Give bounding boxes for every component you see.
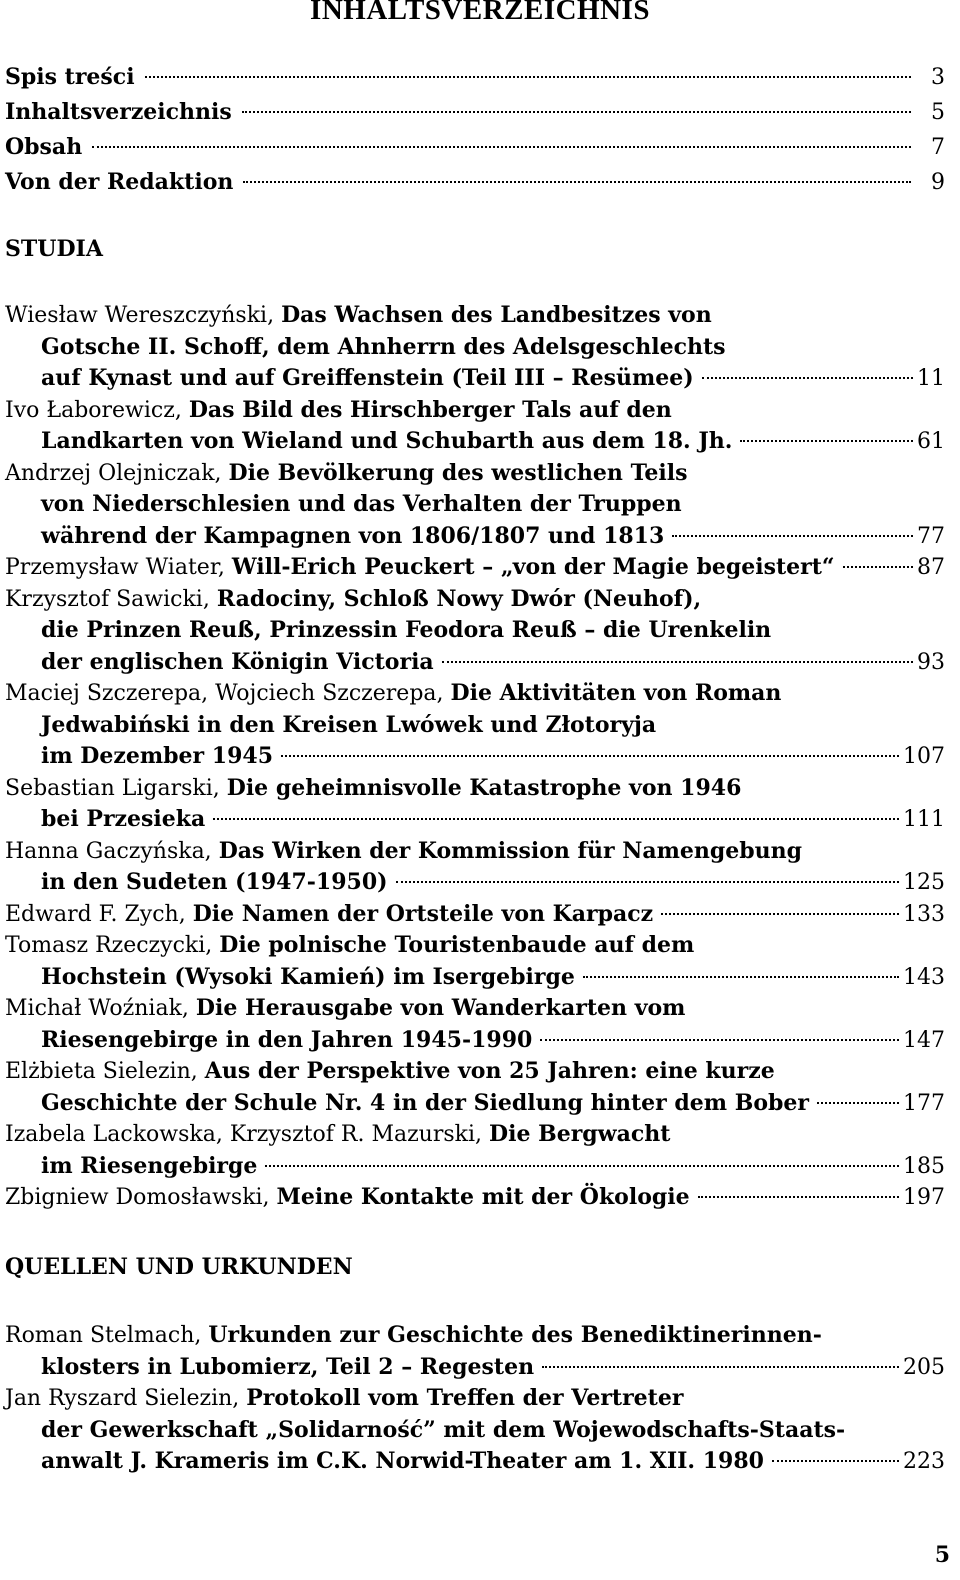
entry-line <box>5 584 945 616</box>
entry-title: bei Przesieka <box>41 806 206 832</box>
entry-line-text <box>5 899 653 931</box>
toc-entry[interactable] <box>5 584 945 679</box>
entry-line-text <box>5 1182 690 1214</box>
entry-line-text <box>5 461 688 486</box>
entry-line <box>5 804 945 836</box>
entry-line-text <box>5 587 701 612</box>
entry-author: Ivo Łaborewicz, <box>5 397 189 423</box>
leader-dots <box>672 535 913 537</box>
entry-title: Das Wachsen des Landbesitzes von <box>281 302 712 328</box>
entry-line <box>5 552 945 584</box>
entry-line-text <box>5 1122 670 1147</box>
leader-dots <box>698 1196 899 1198</box>
leader-dots <box>817 1102 899 1104</box>
entry-page: 185 <box>903 1153 945 1179</box>
page-number: 5 <box>934 1542 950 1568</box>
toc-entry[interactable] <box>5 1383 945 1478</box>
entry-line <box>5 836 945 868</box>
entry-author: Roman Stelmach, <box>5 1323 209 1348</box>
leader-dots <box>213 818 899 820</box>
entry-title: Aus der Perspektive von 25 Jahren: eine kurze <box>204 1058 775 1084</box>
entry-line-text <box>5 552 835 584</box>
entry-title: Radociny, Schloß Nowy Dwór (Neuhof), <box>216 585 702 612</box>
entry-line-text <box>41 335 726 360</box>
toc-row[interactable] <box>5 169 945 204</box>
entry-page: 111 <box>903 807 945 832</box>
entry-line-text <box>41 647 434 679</box>
toc-entry[interactable] <box>5 993 945 1056</box>
entry-page: 61 <box>917 429 945 454</box>
toc-entry[interactable] <box>5 458 945 553</box>
entry-line <box>5 1151 945 1183</box>
leader-dots <box>265 1165 899 1167</box>
entry-line <box>5 899 945 931</box>
entry-author: Tomasz Rzeczycki, <box>5 933 220 958</box>
entry-title: die Prinzen Reuß, Prinzessin Feodora Reuß – die Urenkelin <box>41 617 772 643</box>
entry-page: 133 <box>903 901 945 927</box>
leader-dots <box>740 440 913 442</box>
leader-dots <box>242 111 911 113</box>
leader-dots <box>583 976 899 978</box>
entry-author: Wiesław Wereszczyński, <box>5 303 282 328</box>
entry-line <box>5 741 945 773</box>
entry-line <box>5 300 945 332</box>
entry-line-text <box>41 1088 809 1120</box>
section-heading-quellen: QUELLEN UND URKUNDEN <box>5 1254 353 1280</box>
entry-line-text <box>41 713 656 738</box>
leader-dots <box>442 661 913 663</box>
entry-title: Die Namen der Ortsteile von Karpacz <box>192 900 654 927</box>
entry-line-text <box>41 867 388 899</box>
entry-line <box>5 1383 945 1415</box>
entry-line <box>5 962 945 994</box>
entry-author: Krzysztof Sawicki, <box>5 586 217 612</box>
entry-title: der englischen Königin Victoria <box>41 648 434 675</box>
toc-row[interactable] <box>5 99 945 134</box>
entry-title: Landkarten von Wieland und Schubarth aus dem 18. Jh. <box>41 428 733 454</box>
toc-label: Spis treści <box>5 64 135 90</box>
entry-author: Izabela Lackowska, Krzysztof R. Mazurski, <box>5 1122 490 1147</box>
entry-title: Jedwabiński in den Kreisen Lwówek und Złotoryja <box>41 711 657 738</box>
entry-line <box>5 993 945 1025</box>
entry-page: 11 <box>917 366 945 391</box>
entry-line-text <box>41 1151 257 1183</box>
toc-row[interactable] <box>5 134 945 169</box>
entry-author: Sebastian Ligarski, <box>5 775 227 801</box>
entry-page: 93 <box>917 649 945 675</box>
entry-line <box>5 395 945 427</box>
section-heading-studia: STUDIA <box>5 236 103 262</box>
entry-line-text <box>5 1059 775 1084</box>
entry-page: 197 <box>903 1185 945 1210</box>
front-matter-list <box>5 64 945 204</box>
toc-entry[interactable] <box>5 773 945 836</box>
entry-line-text <box>5 1323 822 1348</box>
entry-title: in den Sudeten (1947-1950) <box>41 869 388 895</box>
entry-line <box>5 1320 945 1352</box>
entry-line <box>5 363 945 395</box>
entry-author: Jan Ryszard Sielezin, <box>5 1386 247 1411</box>
entry-title: Urkunden zur Geschichte des Benediktinerinnen- <box>208 1322 822 1348</box>
leader-dots <box>92 146 911 148</box>
entry-line-text <box>41 1352 534 1384</box>
studia-entry-list <box>5 300 945 1214</box>
entry-line-text <box>5 996 685 1021</box>
toc-entry[interactable] <box>5 300 945 395</box>
toc-row[interactable] <box>5 64 945 99</box>
entry-page: 107 <box>903 744 945 769</box>
entry-author: Maciej Szczerepa, Wojciech Szczerepa, <box>5 681 451 706</box>
toc-entry[interactable] <box>5 899 945 931</box>
entry-line <box>5 1056 945 1088</box>
leader-dots <box>542 1366 899 1368</box>
entry-line-text <box>5 933 694 958</box>
toc-label: Obsah <box>5 134 83 160</box>
entry-line <box>5 1119 945 1151</box>
toc-entry[interactable] <box>5 1119 945 1182</box>
entry-page: 77 <box>917 523 945 549</box>
entry-line-text <box>5 303 712 328</box>
entry-line-text <box>41 426 732 458</box>
entry-title: Die Bergwacht <box>489 1121 671 1147</box>
entry-author: Michał Woźniak, <box>5 996 196 1021</box>
page-title: INHALTSVERZEICHNIS <box>310 0 650 26</box>
toc-page: 5 <box>931 100 945 125</box>
entry-title: Das Bild des Hirschberger Tals auf den <box>188 396 672 423</box>
toc-page: 9 <box>931 170 945 195</box>
toc-entry[interactable] <box>5 836 945 899</box>
entry-title: Will-Erich Peuckert – „von der Magie begeistert“ <box>231 554 835 580</box>
entry-title: im Dezember 1945 <box>41 743 273 769</box>
entry-line-text <box>41 363 694 395</box>
toc-page: 7 <box>931 135 945 160</box>
leader-dots <box>243 181 911 183</box>
toc-entry[interactable] <box>5 1056 945 1119</box>
entry-title: auf Kynast und auf Greiffenstein (Teil III – Resümee) <box>41 365 694 391</box>
entry-line-text <box>5 398 672 423</box>
quellen-entry-list <box>5 1320 945 1478</box>
leader-dots <box>281 755 899 757</box>
entry-title: Meine Kontakte mit der Ökologie <box>276 1184 690 1210</box>
entry-line-text <box>41 1418 845 1443</box>
entry-line-text <box>5 681 781 706</box>
entry-line <box>5 458 945 490</box>
entry-line <box>5 867 945 899</box>
leader-dots <box>145 76 911 78</box>
entry-title: klosters in Lubomierz, Teil 2 – Regesten <box>41 1353 535 1380</box>
entry-page: 125 <box>903 870 945 895</box>
entry-title: Das Wirken der Kommission für Namengebung <box>218 837 803 864</box>
entry-line-text <box>41 1025 532 1057</box>
entry-line <box>5 426 945 458</box>
entry-line <box>5 678 945 710</box>
entry-line-text <box>5 839 802 864</box>
leader-dots <box>772 1460 899 1462</box>
entry-line-text <box>41 962 575 994</box>
entry-title: Die Bevölkerung des westlichen Teils <box>228 459 688 486</box>
entry-title: Hochstein (Wysoki Kamień) im Isergebirge <box>41 963 575 990</box>
entry-author: Andrzej Olejniczak, <box>5 460 229 486</box>
entry-line <box>5 332 945 364</box>
entry-title: Die Herausgabe von Wanderkarten vom <box>195 995 686 1021</box>
entry-line <box>5 1088 945 1120</box>
entry-line <box>5 1352 945 1384</box>
leader-dots <box>540 1039 899 1041</box>
entry-title: der Gewerkschaft „Solidarność” mit dem Wojewodschafts-Staats- <box>41 1416 846 1443</box>
toc-entry[interactable] <box>5 930 945 993</box>
entry-line <box>5 930 945 962</box>
toc-entry[interactable] <box>5 1320 945 1383</box>
entry-page: 87 <box>917 555 945 580</box>
entry-author: Hanna Gaczyńska, <box>5 838 219 864</box>
entry-author: Zbigniew Domosławski, <box>5 1185 277 1210</box>
entry-line <box>5 773 945 805</box>
toc-entry[interactable] <box>5 678 945 773</box>
entry-line <box>5 1025 945 1057</box>
leader-dots <box>396 881 899 883</box>
entry-line <box>5 521 945 553</box>
entry-title: Die polnische Touristenbaude auf dem <box>219 932 695 958</box>
entry-line <box>5 1446 945 1478</box>
entry-line-text <box>41 618 771 643</box>
entry-title: Riesengebirge in den Jahren 1945-1990 <box>41 1026 533 1053</box>
entry-line <box>5 710 945 742</box>
entry-line <box>5 1415 945 1447</box>
toc-label: Von der Redaktion <box>5 169 234 195</box>
entry-line-text <box>41 521 664 553</box>
entry-line-text <box>41 804 205 836</box>
entry-title: von Niederschlesien und das Verhalten der Truppen <box>41 491 682 517</box>
leader-dots <box>843 566 913 568</box>
entry-page: 177 <box>903 1090 945 1116</box>
toc-label: Inhaltsverzeichnis <box>5 99 232 125</box>
entry-title: Geschichte der Schule Nr. 4 in der Siedlung hinter dem Bober <box>41 1089 809 1116</box>
entry-line-text <box>5 1386 683 1411</box>
entry-title: Die Aktivitäten von Roman <box>450 680 782 706</box>
entry-page: 223 <box>903 1449 945 1474</box>
entry-line-text <box>5 776 741 801</box>
entry-page: 205 <box>903 1354 945 1380</box>
leader-dots <box>702 377 913 379</box>
entry-title: im Riesengebirge <box>41 1152 258 1179</box>
entry-author: Przemysław Wiater, <box>5 555 232 580</box>
entry-line-text <box>41 741 273 773</box>
entry-title: Die geheimnisvolle Katastrophe von 1946 <box>226 774 742 801</box>
entry-line-text <box>41 1446 764 1478</box>
entry-line <box>5 489 945 521</box>
entry-line <box>5 647 945 679</box>
toc-entry[interactable] <box>5 395 945 458</box>
leader-dots <box>661 913 899 915</box>
entry-author: Elżbieta Sielezin, <box>5 1059 205 1084</box>
entry-line-text <box>41 492 682 517</box>
entry-title: während der Kampagnen von 1806/1807 und 1813 <box>41 522 665 549</box>
entry-author: Edward F. Zych, <box>5 901 193 927</box>
entry-line <box>5 615 945 647</box>
entry-title: Gotsche II. Schoff, dem Ahnherrn des Adelsgeschlechts <box>41 333 726 360</box>
toc-page: 3 <box>931 65 945 90</box>
toc-entry[interactable] <box>5 1182 945 1214</box>
entry-line <box>5 1182 945 1214</box>
entry-title: anwalt J. Krameris im C.K. Norwid-Theater am 1. XII. 1980 <box>41 1448 764 1474</box>
entry-title: Protokoll vom Treffen der Vertreter <box>246 1385 684 1411</box>
entry-page: 147 <box>903 1027 945 1053</box>
toc-entry[interactable] <box>5 552 945 584</box>
entry-page: 143 <box>903 964 945 990</box>
